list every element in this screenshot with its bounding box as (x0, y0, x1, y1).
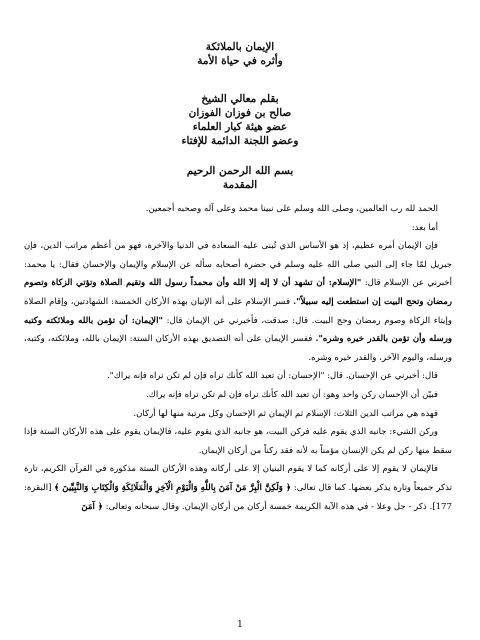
paragraph-amma-bad: أما بعد: (411, 222, 438, 233)
paragraph-ihsan-explanation: فبيّن أن الإحسان ركن واحد وهو: أن تعبد الله كأنك تراه فإن لم تكن تراه فإنه يراك. (146, 389, 438, 400)
paragraph-praise: الحمد لله رب العالمين، وصلى الله وسلم على نبينا محمد وعلى آله وصحبه أجمعين. (145, 204, 438, 214)
paragraph-ihsan: قال: أخبرني عن الإحسان. قال: "الإحسان: أن تعبد الله كأنك تراه فإن لم تكن تراه فإنه يراك". (107, 371, 438, 382)
paragraph-islam-explanation: فسر الإسلام على أنه الإتيان بهذه الأركان الخمسة: الشهادتين، وإقام الصلاة وإيتاء الزكاة وصوم رمضان وحج البيت. قال: صدقت، فأخبرني عن الإيمان قال: (24, 296, 452, 326)
paragraph-iman-explanation: ففسر الإيمان على أنه التصديق بهذه الأركان الستة: الإيمان بالله، وملائكته، وكتبه، ورسله، واليوم الآخر، والقدر خيره وشره. (24, 334, 452, 363)
quran-verse-1: ﴿ وَلَكِنَّ الْبِرَّ مَنْ آمَنَ بِاللَّهِ وَالْيَوْمِ الْآخِرِ وَالْمَلَائِكَةِ وَالْكِتَابِ وَالنَّبِيِّينَ ﴾ (54, 482, 292, 493)
body-text (24, 200, 452, 516)
quran-verse-2: ﴿ آمَنَ (81, 501, 103, 512)
author-role-2: وعضو اللجنة الدائمة للإفتاء (181, 135, 299, 147)
paragraph-levels: فهذه هي مراتب الدين الثلاث: الإسلام ثم الإيمان ثم الإحسان وكل مرتبة منها لها أركان. (133, 408, 438, 419)
hadith-iman-quote: "الإيمان: أن تؤمن بالله وملائكته وكتبه ورسله وأن تؤمن بالقدر خيره وشره". (24, 315, 453, 345)
author-block (40, 92, 440, 148)
paragraph-quran-text: فالإيمان لا يقوم إلا على أركانه كما لا يقوم البنيان إلا على أركانه وهذه الأركان الستة مذكورة في القرآن الكريم، تارة تذكر جميعاً وتارة يذكر بعضها. كما قال تعالى: (24, 464, 452, 493)
hadith-islam-quote: "الإسلام: أن تشهد أن لا إله إلا الله وأن محمداً رسول الله وتقيم الصلاة وتؤتي الزكاة وتصوم رمضان وتحج البيت إن استطعت إليه سبيلاً". (24, 278, 453, 307)
section-heading: المقدمة (222, 179, 258, 191)
page-number: 1 (237, 620, 243, 630)
by-line: بقلم معالي الشيخ (201, 93, 279, 105)
basmala: بسم الله الرحمن الرحيم (186, 165, 294, 177)
paragraph-pillar: وركن الشيء: جانبه الذي يقوم عليه فركن البيت، هو جانبه الذي يقوم عليه، فالإيمان يقوم على هذه الأركان الستة فإذا سقط منها ركن لم يكن الإنسان مؤمناً به لأنه فقد ركناً من أركان الإيمان. (24, 427, 452, 456)
author-name: صالح بن فوزان الفوزان (188, 107, 292, 119)
title-block (40, 40, 440, 68)
author-role-1: عضو هيئة كبار العلماء (192, 121, 288, 133)
document-subtitle: وأثره في حياة الأمة (197, 55, 283, 67)
paragraph-quran-tail: [البقرة: 177]. ذكر - جل وعلا - في هذه الآية الكريمة خمسة أركان من أركان الإيمان. وقال سبحانه وتعالى: (24, 482, 452, 512)
paragraph-quran (24, 460, 452, 516)
paragraph-islam-text: فإن الإيمان أمره عظيم، إذ هو الأساس الذي تُبنى عليه السعادة في الدنيا والآخرة، فهو من أعظم مراتب الدين، فإن جبريل لمّا جاء إلى النبي صلى الله عليه وسلم في حضرة أصحابه سأله عن الإسلام والإيمان والإحسان فقال: يا محمد: أخبرني عن الإسلام قال: (24, 241, 452, 289)
paragraph-islam (24, 237, 452, 367)
intro-block (40, 164, 440, 192)
document-title: الإيمان بالملائكة (205, 41, 275, 53)
